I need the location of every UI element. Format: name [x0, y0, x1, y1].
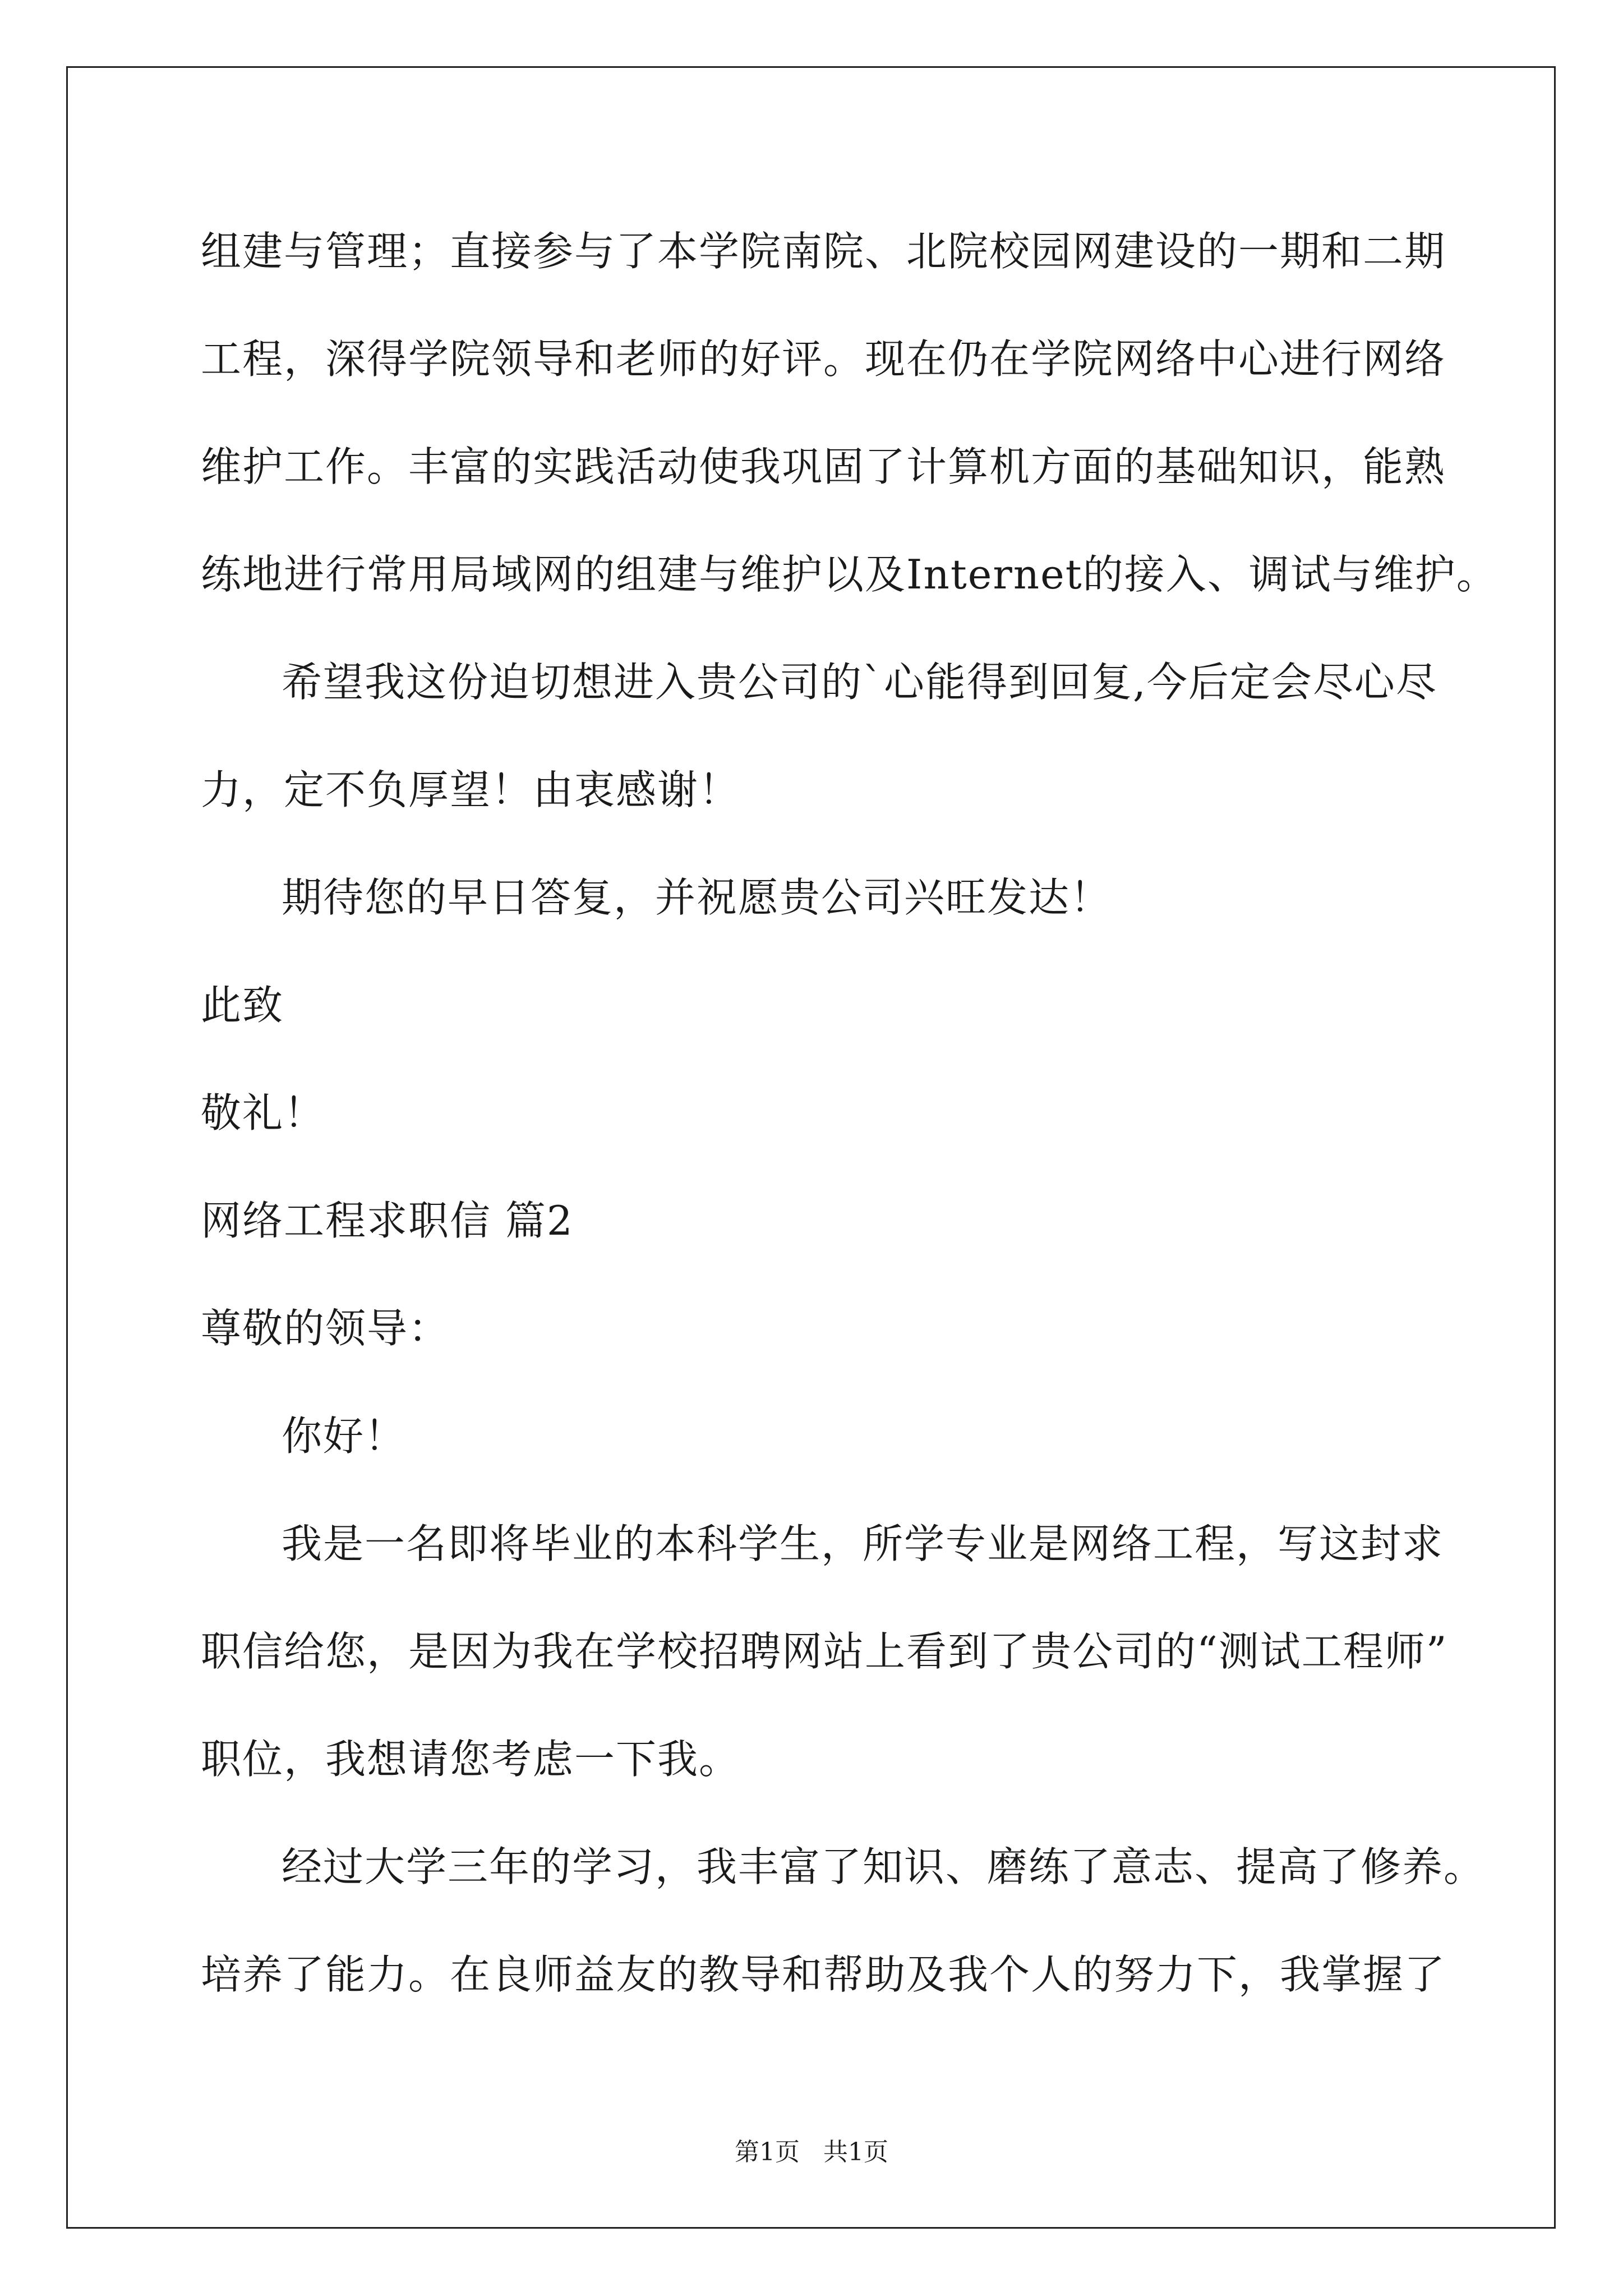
page-border: [66, 66, 1556, 2229]
salutation: 尊敬的领导：: [201, 1305, 450, 1352]
text-line: 希望我这份迫切想进入贵公司的`心能得到回复,今后定会尽心尽: [282, 659, 1437, 706]
text-line: 职位，我想请您考虑一下我。: [201, 1736, 741, 1783]
text-line: 练地进行常用局域网的组建与维护以及Internet的接入、调试与维护。: [201, 551, 1498, 598]
text-line: 经过大学三年的学习，我丰富了知识、磨练了意志、提高了修养。: [282, 1843, 1486, 1890]
page-footer: [0, 2132, 1623, 2168]
text-line: 敬礼！: [201, 1089, 326, 1137]
text-line: 维护工作。丰富的实践活动使我巩固了计算机方面的基础知识，能熟: [201, 443, 1446, 490]
page-total: 共1页: [823, 2138, 888, 2166]
text-line: 培养了能力。在良师益友的教导和帮助及我个人的努力下，我掌握了: [201, 1951, 1446, 1998]
text-line: 组建与管理；直接参与了本学院南院、北院校园网建设的一期和二期: [201, 228, 1446, 275]
text-line: 力，定不负厚望！由衷感谢！: [201, 766, 741, 813]
text-line: 此致: [201, 982, 284, 1029]
greeting: 你好！: [282, 1412, 407, 1460]
text-line: 工程，深得学院领导和老师的好评。现在仍在学院网络中心进行网络: [201, 335, 1446, 383]
section-heading: 网络工程求职信 篇2: [201, 1197, 574, 1244]
text-line: 职信给您，是因为我在学校招聘网站上看到了贵公司的“测试工程师”: [201, 1628, 1448, 1675]
page-number: 第1页: [735, 2138, 800, 2166]
text-line: 期待您的早日答复，并祝愿贵公司兴旺发达！: [282, 874, 1112, 921]
text-line: 我是一名即将毕业的本科学生，所学专业是网络工程，写这封求: [282, 1520, 1444, 1567]
